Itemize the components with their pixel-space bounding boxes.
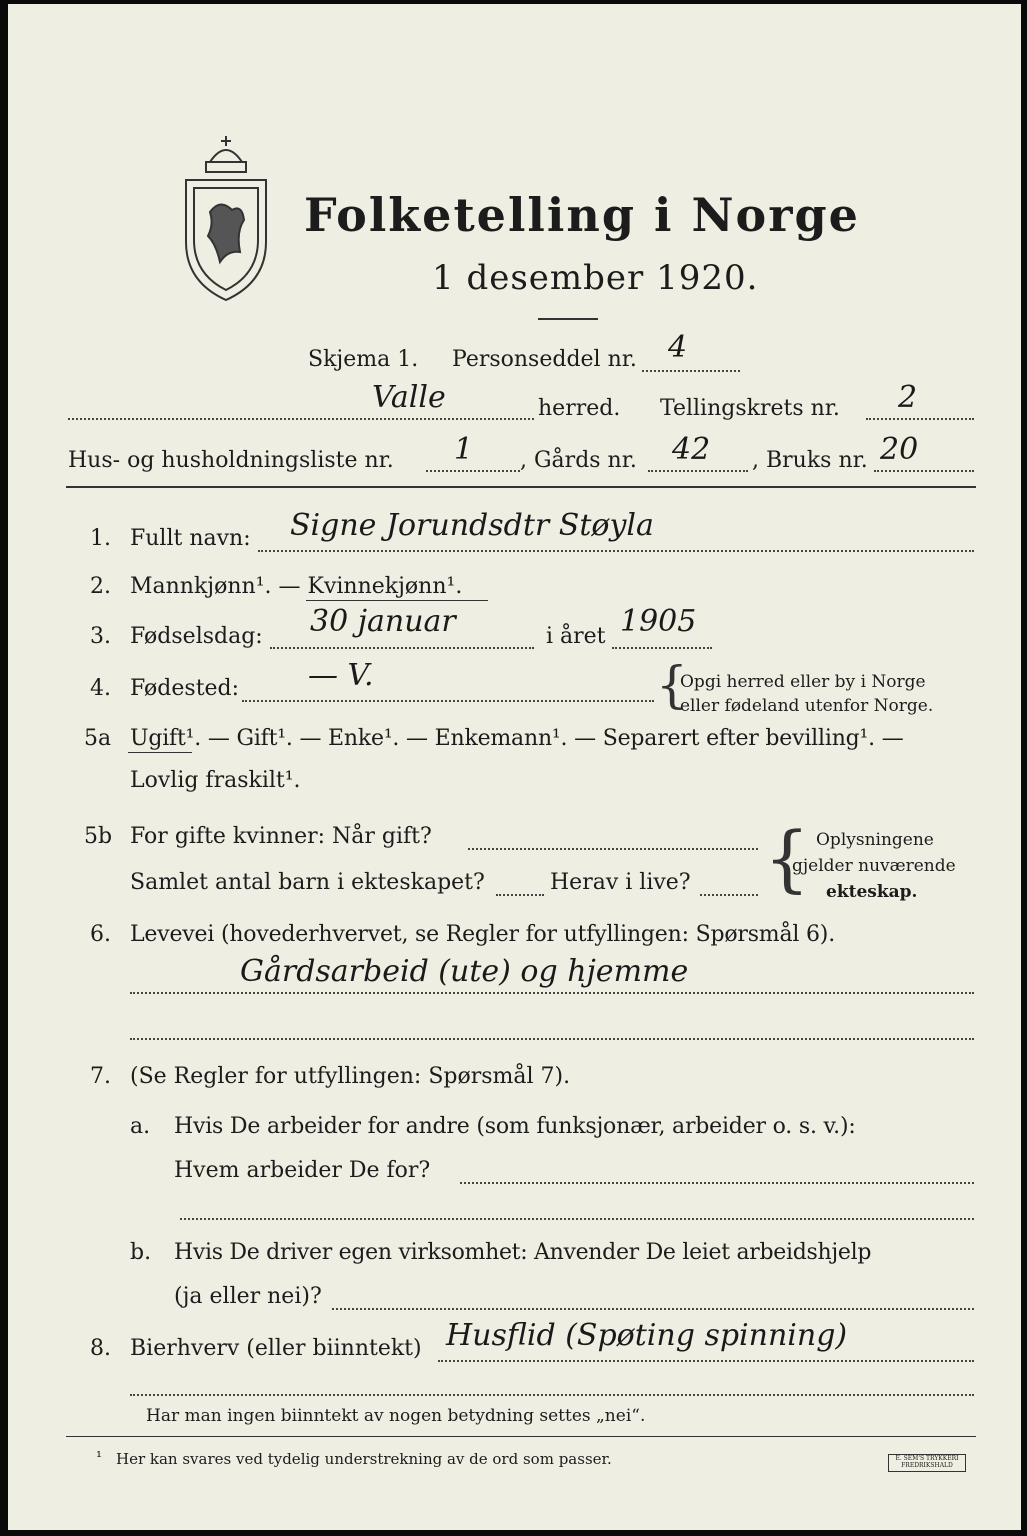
gards-label: , Gårds nr. — [520, 448, 637, 473]
q7a-label-2: Hvem arbeider De for? — [174, 1158, 431, 1183]
gards-value: 42 — [672, 432, 711, 467]
herred-label: herred. — [538, 396, 621, 421]
q5a-label-2: Lovlig fraskilt¹. — [130, 768, 301, 793]
q7b-letter: b. — [130, 1240, 152, 1265]
form-title: Folketelling i Norge — [304, 188, 860, 242]
q5b-brace: { — [764, 816, 810, 900]
skjema-label: Skjema 1. — [308, 347, 419, 372]
tellingskrets-label: Tellingskrets nr. — [660, 396, 840, 421]
q1-value: Signe Jorundsdtr Støyla — [290, 508, 654, 543]
title-divider — [538, 318, 598, 320]
q7-label: (Se Regler for utfyllingen: Spørsmål 7). — [130, 1064, 571, 1089]
tellingskrets-value: 2 — [898, 380, 918, 415]
q7a-label: Hvis De arbeider for andre (som funksjonær, arbeider o. s. v.): — [174, 1114, 856, 1139]
hus-line — [426, 470, 520, 472]
q8-label: Bierhverv (eller biinntekt) — [130, 1336, 422, 1361]
q8-line-2 — [130, 1394, 974, 1396]
coat-of-arms-icon — [180, 132, 272, 304]
q3-value: 30 januar — [310, 604, 456, 639]
q8-value: Husflid (Spøting spinning) — [446, 1318, 848, 1353]
q3-year-label: i året — [546, 624, 606, 649]
q4-value: — V. — [308, 658, 374, 693]
q5b-note-1: Oplysningene — [816, 830, 934, 850]
form-date: 1 desember 1920. — [432, 258, 759, 298]
q5b-note-3: ekteskap. — [826, 882, 918, 902]
q7a-letter: a. — [130, 1114, 151, 1139]
q8-number: 8. — [90, 1336, 111, 1361]
hus-label: Hus- og husholdningsliste nr. — [68, 448, 394, 473]
q5b-note-2: gjelder nuværende — [792, 856, 956, 876]
q4-line — [242, 700, 654, 702]
q6-line-1 — [130, 992, 974, 994]
personseddel-label: Personseddel nr. — [452, 347, 637, 372]
q6-label: Levevei (hovederhvervet, se Regler for utfyllingen: Spørsmål 6). — [130, 922, 835, 947]
kvinnekjonn-underline — [306, 600, 488, 601]
q6-line-2 — [130, 1038, 974, 1040]
q7b-line — [332, 1308, 974, 1310]
q7b-label-2: (ja eller nei)? — [174, 1284, 322, 1309]
q1-line — [258, 550, 974, 552]
q7b-label: Hvis De driver egen virksomhet: Anvender De leiet arbeidshjelp — [174, 1240, 872, 1265]
q4-note-2: eller fødeland utenfor Norge. — [680, 696, 934, 716]
printer-stamp-line-1: E. SEM'S TRYKKERI — [895, 1455, 959, 1462]
q3-year-line — [612, 647, 712, 649]
footnote-mark: ¹ — [96, 1448, 103, 1466]
q7a-line-2 — [180, 1218, 974, 1220]
q4-brace: { — [656, 656, 688, 714]
personseddel-value: 4 — [668, 330, 688, 365]
q4-number: 4. — [90, 676, 111, 701]
gards-line — [648, 470, 748, 472]
q5b-label-2: Samlet antal barn i ekteskapet? — [130, 870, 485, 895]
hus-value: 1 — [454, 432, 474, 467]
q4-label: Fødested: — [130, 676, 240, 701]
q4-note-1: Opgi herred eller by i Norge — [680, 672, 926, 692]
footnote-text: Her kan svares ved tydelig understrekning av de ord som passer. — [116, 1450, 612, 1468]
q5b-children-line — [496, 894, 544, 896]
q6-value: Gårdsarbeid (ute) og hjemme — [240, 954, 689, 989]
q8-line-1 — [438, 1360, 974, 1362]
q5b-alive-line — [700, 894, 758, 896]
q3-label: Fødselsdag: — [130, 624, 263, 649]
q6-number: 6. — [90, 922, 111, 947]
printer-stamp-line-2: FREDRIKSHALD — [901, 1462, 953, 1469]
census-form — [8, 4, 1021, 1530]
herred-value: Valle — [372, 380, 446, 415]
tellingskrets-line — [866, 418, 974, 420]
q3-line — [270, 647, 534, 649]
q2-number: 2. — [90, 574, 111, 599]
bruks-label: , Bruks nr. — [752, 448, 868, 473]
q1-number: 1. — [90, 526, 111, 551]
q5a-label: Ugift¹. — Gift¹. — Enke¹. — Enkemann¹. — Separert efter bevilling¹. — — [130, 726, 904, 751]
q1-label: Fullt navn: — [130, 526, 251, 551]
header-rule — [66, 486, 976, 488]
q5b-number: 5b — [84, 824, 113, 849]
q2-label: Mannkjønn¹. — Kvinnekjønn¹. — [130, 574, 463, 599]
q8-note: Har man ingen biinntekt av nogen betydning settes „nei“. — [146, 1406, 646, 1426]
printer-stamp — [888, 1454, 966, 1472]
ugift-underline — [128, 752, 192, 753]
footer-rule — [66, 1436, 976, 1437]
personseddel-line — [642, 370, 740, 372]
q7a-line-1 — [460, 1182, 974, 1184]
q5a-number: 5a — [84, 726, 112, 751]
bruks-value: 20 — [880, 432, 919, 467]
bruks-line — [874, 470, 974, 472]
q3-year-value: 1905 — [620, 604, 697, 639]
q5b-label-3: Herav i live? — [550, 870, 691, 895]
q7-number: 7. — [90, 1064, 111, 1089]
q3-number: 3. — [90, 624, 111, 649]
q5b-label: For gifte kvinner: Når gift? — [130, 824, 432, 849]
herred-line — [68, 418, 534, 420]
q5b-when-line — [468, 848, 758, 850]
